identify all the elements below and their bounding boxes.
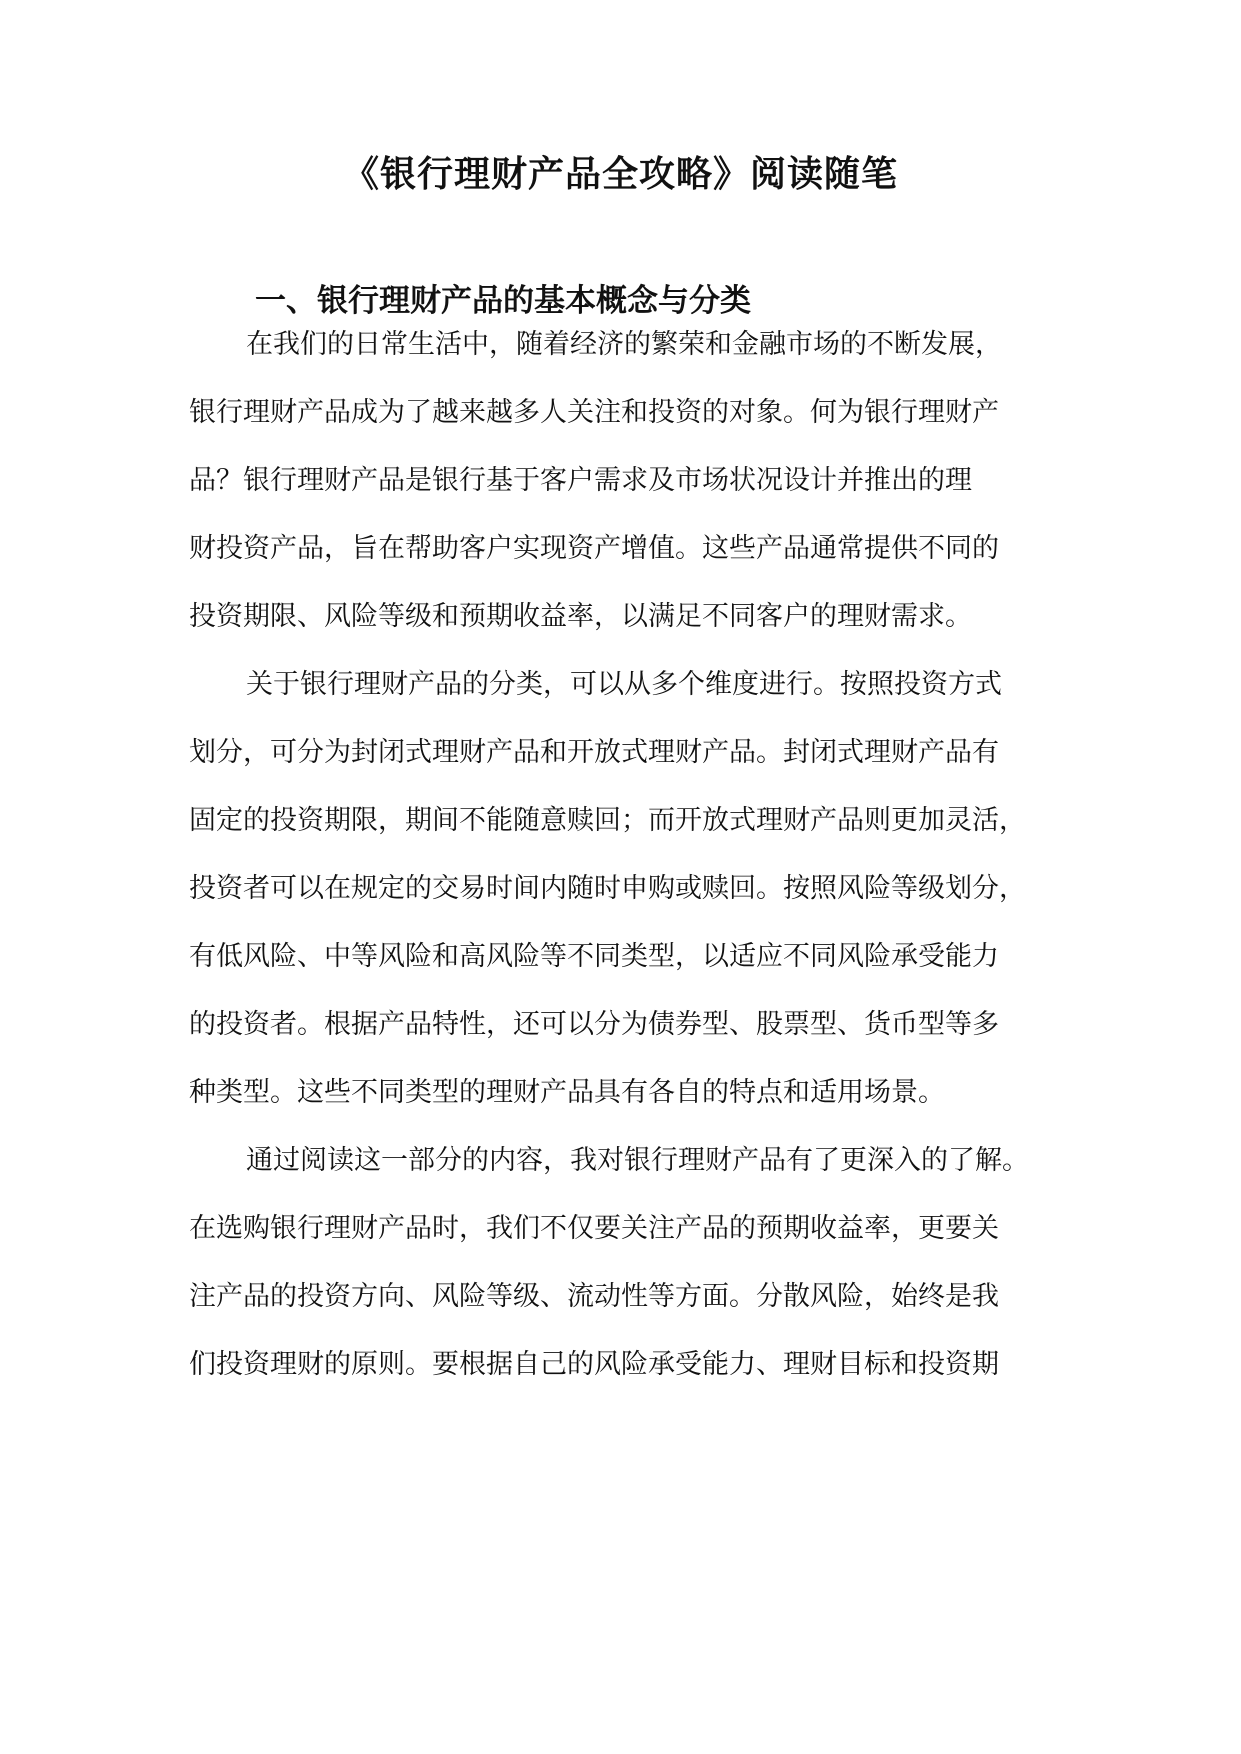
paragraph-1-line-2: 银行理财产品成为了越来越多人关注和投资的对象。何为银行理财产 bbox=[189, 397, 999, 428]
paragraph-3-line-3: 注产品的投资方向、风险等级、流动性等方面。分散风险，始终是我 bbox=[189, 1281, 999, 1312]
paragraph-1-line-5: 投资期限、风险等级和预期收益率，以满足不同客户的理财需求。 bbox=[189, 601, 972, 632]
paragraph-2-line-6: 的投资者。根据产品特性，还可以分为债券型、股票型、货币型等多 bbox=[189, 1009, 999, 1040]
paragraph-3-line-1: 通过阅读这一部分的内容，我对银行理财产品有了更深入的了解。 bbox=[246, 1145, 1029, 1176]
paragraph-2-line-3: 固定的投资期限，期间不能随意赎回；而开放式理财产品则更加灵活， bbox=[189, 805, 1026, 836]
section-heading: 一、银行理财产品的基本概念与分类 bbox=[255, 283, 751, 319]
paragraph-2-line-5: 有低风险、中等风险和高风险等不同类型，以适应不同风险承受能力 bbox=[189, 941, 999, 972]
paragraph-1-line-1: 在我们的日常生活中，随着经济的繁荣和金融市场的不断发展， bbox=[246, 329, 1002, 360]
paragraph-2-line-1: 关于银行理财产品的分类，可以从多个维度进行。按照投资方式 bbox=[246, 669, 1002, 700]
paragraph-1-line-3: 品？银行理财产品是银行基于客户需求及市场状况设计并推出的理 bbox=[189, 465, 972, 496]
paragraph-1-line-4: 财投资产品，旨在帮助客户实现资产增值。这些产品通常提供不同的 bbox=[189, 533, 999, 564]
paragraph-3-line-2: 在选购银行理财产品时，我们不仅要关注产品的预期收益率，更要关 bbox=[189, 1213, 999, 1244]
paragraph-2-line-2: 划分，可分为封闭式理财产品和开放式理财产品。封闭式理财产品有 bbox=[189, 737, 999, 768]
paragraph-3-line-4: 们投资理财的原则。要根据自己的风险承受能力、理财目标和投资期 bbox=[189, 1349, 999, 1380]
document-title: 《银行理财产品全攻略》阅读随笔 bbox=[342, 154, 898, 195]
paragraph-2-line-7: 种类型。这些不同类型的理财产品具有各自的特点和适用场景。 bbox=[189, 1077, 945, 1108]
paragraph-2-line-4: 投资者可以在规定的交易时间内随时申购或赎回。按照风险等级划分， bbox=[189, 873, 1026, 904]
